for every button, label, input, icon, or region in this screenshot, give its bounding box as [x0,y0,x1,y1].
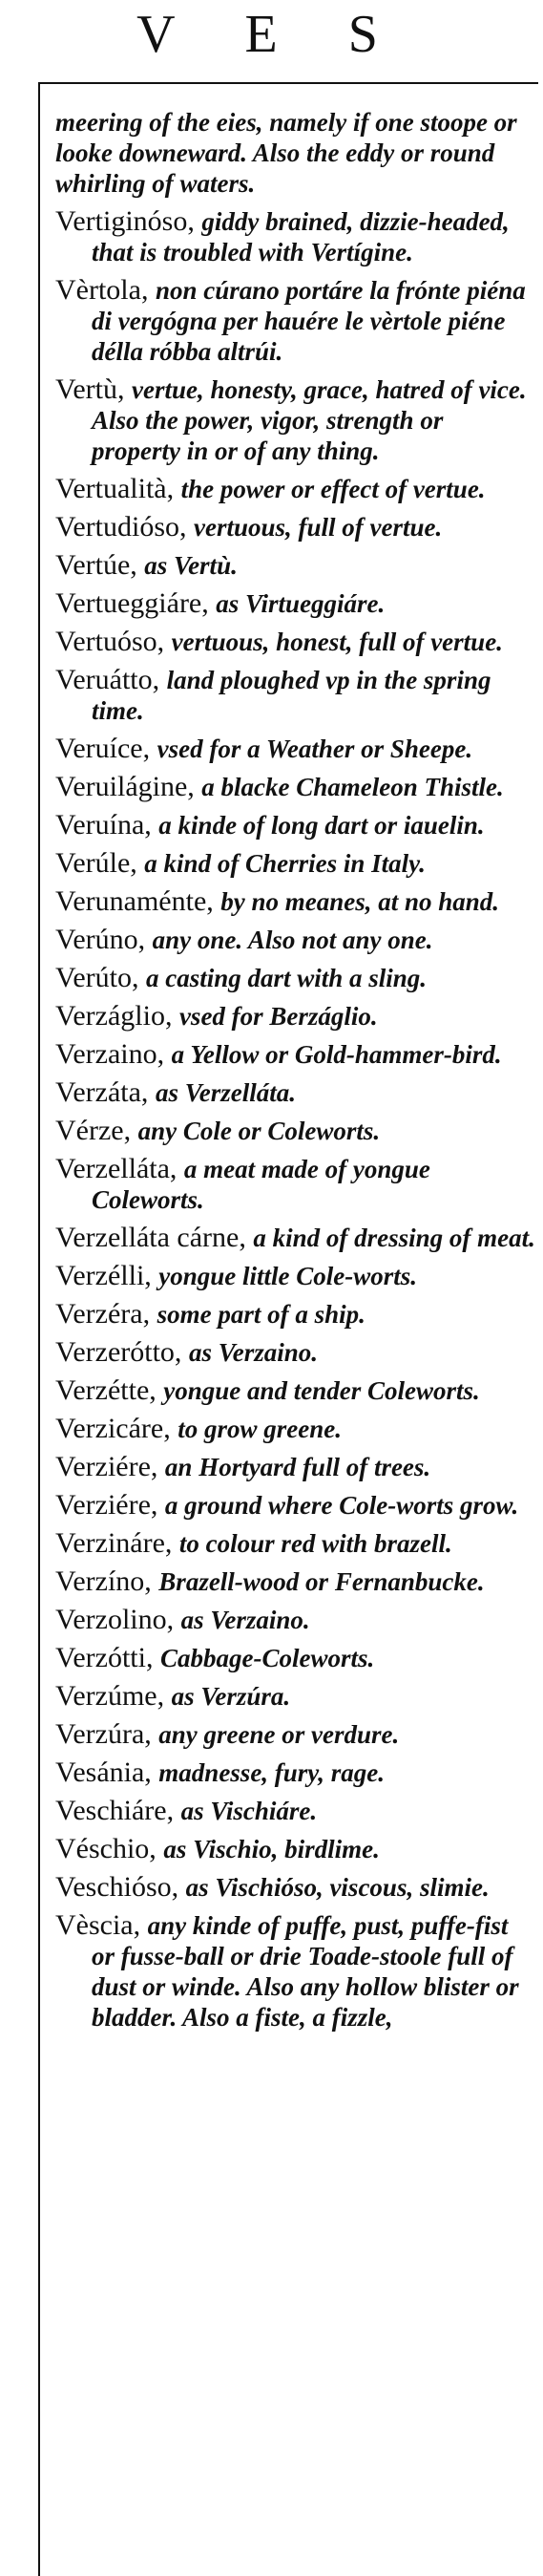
entry-definition: vertuous, full of vertue. [194,513,443,542]
entry-definition: Brazell-wood or Fernanbucke. [158,1567,485,1596]
entry-headword: Verzélli, [55,1260,152,1291]
dictionary-entry [55,925,536,955]
entry-definition: as Vischiáre. [180,1797,318,1825]
dictionary-entry [55,1872,536,1903]
dictionary-entry [55,1757,536,1788]
dictionary-entry [55,1116,536,1146]
dictionary-entry [55,1452,536,1482]
dictionary-entry [55,1154,536,1215]
dictionary-entry [55,1223,536,1253]
dictionary-entry [55,772,536,802]
entry-headword: Veruína, [55,809,152,841]
dictionary-entry [55,810,536,841]
entry-headword: Verzerótto, [55,1336,182,1368]
entry-definition: a kinde of long dart or iauelin. [158,811,485,840]
entry-headword: Vertudióso, [55,511,187,543]
entry-definition: as Vischióso, viscous, slimie. [185,1873,490,1902]
dictionary-entry [55,665,536,726]
entry-definition: a blacke Chameleon Thistle. [201,773,504,801]
entry-headword: Vesánia, [55,1756,152,1788]
entry-definition: vertuous, honest, full of vertue. [171,628,503,656]
entry-headword: Verzíno, [55,1565,152,1597]
entry-definition: a kind of dressing of meat. [253,1224,535,1252]
entry-definition: as Vischio, birdlime. [163,1835,380,1863]
entry-headword: Verzináre, [55,1527,173,1559]
dictionary-entry [55,1681,536,1712]
dictionary-entry [55,1337,536,1368]
entry-definition: yongue and tender Coleworts. [163,1376,480,1405]
entry-headword: Véschio, [55,1833,157,1864]
entry-headword: Verzétte, [55,1374,157,1406]
dictionary-entry [55,1039,536,1070]
entry-headword: Verzaino, [55,1038,165,1070]
dictionary-entry [55,1528,536,1559]
dictionary-entry [55,206,536,267]
entry-headword: Veschióso, [55,1871,179,1903]
entry-definition: yongue little Cole-worts. [158,1262,418,1290]
entry-definition: Cabbage-Coleworts. [159,1644,375,1672]
entry-headword: Veruíce, [55,733,151,764]
dictionary-entry [55,1834,536,1864]
entry-definition: to colour red with brazell. [178,1529,452,1558]
entry-headword: Vertualità, [55,473,175,504]
dictionary-entry [55,1414,536,1444]
entry-headword: Vèrtola, [55,274,149,306]
entry-definition: any greene or verdure. [158,1720,400,1749]
header-rule [38,82,538,84]
dictionary-entry [55,374,536,466]
entry-definition: a casting dart with a sling. [145,964,428,992]
entry-definition: non cúrano portáre la frónte piéna di vergógna per hauére le vèrtole piéne délla róbba altrúi. [92,276,526,366]
dictionary-entry [55,1375,536,1406]
entry-headword: Verzicáre, [55,1413,171,1444]
dictionary-entry [55,1299,536,1330]
dictionary-entry [55,886,536,917]
entry-definition: any kinde of puffe, pust, puffe-fist or fusse-ball or drie Toade-stoole full of dust or winde. Also any hollow blister or bladder. Also a fiste, a fizzle, [92,1911,519,2032]
dictionary-entry [55,1796,536,1826]
entry-definition: land ploughed vp in the spring time. [92,666,491,725]
entry-definition: as Verzelláta. [155,1078,296,1107]
page-header: V E S [136,5,407,64]
entry-definition: as Verzaino. [188,1338,318,1367]
entry-definition: a Yellow or Gold-hammer-bird. [171,1040,502,1069]
column-border [38,82,40,2576]
entry-definition: as Verzúra. [171,1682,291,1711]
entry-headword: Verziére, [55,1451,158,1482]
entry-headword: Vertuóso, [55,626,165,657]
entry-headword: Verzótti, [55,1642,154,1673]
entry-headword: Verzelláta, [55,1153,178,1184]
entry-definition: vsed for a Weather or Sheepe. [157,734,473,763]
entry-definition: the power or effect of vertue. [180,475,486,503]
entry-headword: Verzéra, [55,1298,151,1330]
entry-headword: Veruilágine, [55,771,195,802]
entry-definition: a meat made of yongue Coleworts. [92,1155,430,1214]
dictionary-entry [55,1910,536,2033]
entry-headword: Verúto, [55,962,139,993]
entry-headword: Vérze, [55,1115,132,1146]
dictionary-entry [55,1643,536,1673]
dictionary-entry [55,107,536,199]
entry-headword: Vertueggiáre, [55,587,209,619]
entry-definition: meering of the eies, namely if one stoope or looke downeward. Also the eddy or round whirling of waters. [55,108,517,198]
dictionary-entry [55,848,536,879]
entry-definition: madnesse, fury, rage. [158,1758,386,1787]
entry-definition: vsed for Berzáglio. [178,1002,378,1031]
entry-headword: Verúle, [55,847,137,879]
entry-definition: a kind of Cherries in Italy. [144,849,426,878]
entry-headword: Verzolino, [55,1604,175,1635]
entry-headword: Verzúra, [55,1718,152,1750]
entry-definition: giddy brained, dizzie-headed, that is troubled with Vertígine. [92,207,510,266]
entry-headword: Vertù, [55,373,125,405]
entry-headword: Vertúe, [55,549,137,581]
entry-list [55,107,536,2040]
entry-definition: to grow greene. [178,1415,342,1443]
entry-definition: a ground where Cole-worts grow. [164,1491,519,1520]
entry-definition: by no meanes, at no hand. [220,887,500,916]
dictionary-entry [55,963,536,993]
entry-definition: as Verzaino. [180,1606,310,1634]
dictionary-entry [55,1261,536,1291]
entry-definition: any Cole or Coleworts. [137,1117,381,1145]
dictionary-entry [55,1605,536,1635]
dictionary-entry [55,550,536,581]
entry-definition: any one. Also not any one. [152,926,433,954]
entry-headword: Verzáglio, [55,1000,173,1032]
entry-headword: Veschiáre, [55,1795,175,1826]
dictionary-entry [55,512,536,543]
entry-headword: Verzáta, [55,1076,149,1108]
dictionary-entry [55,734,536,764]
entry-headword: Verunaménte, [55,885,214,917]
dictionary-entry [55,1566,536,1597]
entry-headword: Verzelláta cárne, [55,1222,246,1253]
entry-headword: Verzúme, [55,1680,165,1712]
entry-headword: Veruátto, [55,664,160,695]
entry-headword: Verúno, [55,924,146,955]
dictionary-entry [55,1490,536,1521]
dictionary-entry [55,275,536,367]
dictionary-entry [55,1077,536,1108]
entry-headword: Vertiginóso, [55,205,195,237]
dictionary-entry [55,627,536,657]
dictionary-entry [55,1001,536,1032]
entry-definition: vertue, honesty, grace, hatred of vice. Also the power, vigor, strength or property in or of any thing. [92,375,527,465]
entry-headword: Verziére, [55,1489,158,1521]
dictionary-entry [55,1719,536,1750]
dictionary-entry [55,474,536,504]
entry-definition: as Vertù. [144,551,238,580]
entry-definition: an Hortyard full of trees. [164,1453,431,1481]
entry-headword: Vèscia, [55,1909,141,1941]
dictionary-entry [55,588,536,619]
entry-definition: as Virtueggiáre. [216,589,386,618]
entry-definition: some part of a ship. [157,1300,365,1329]
